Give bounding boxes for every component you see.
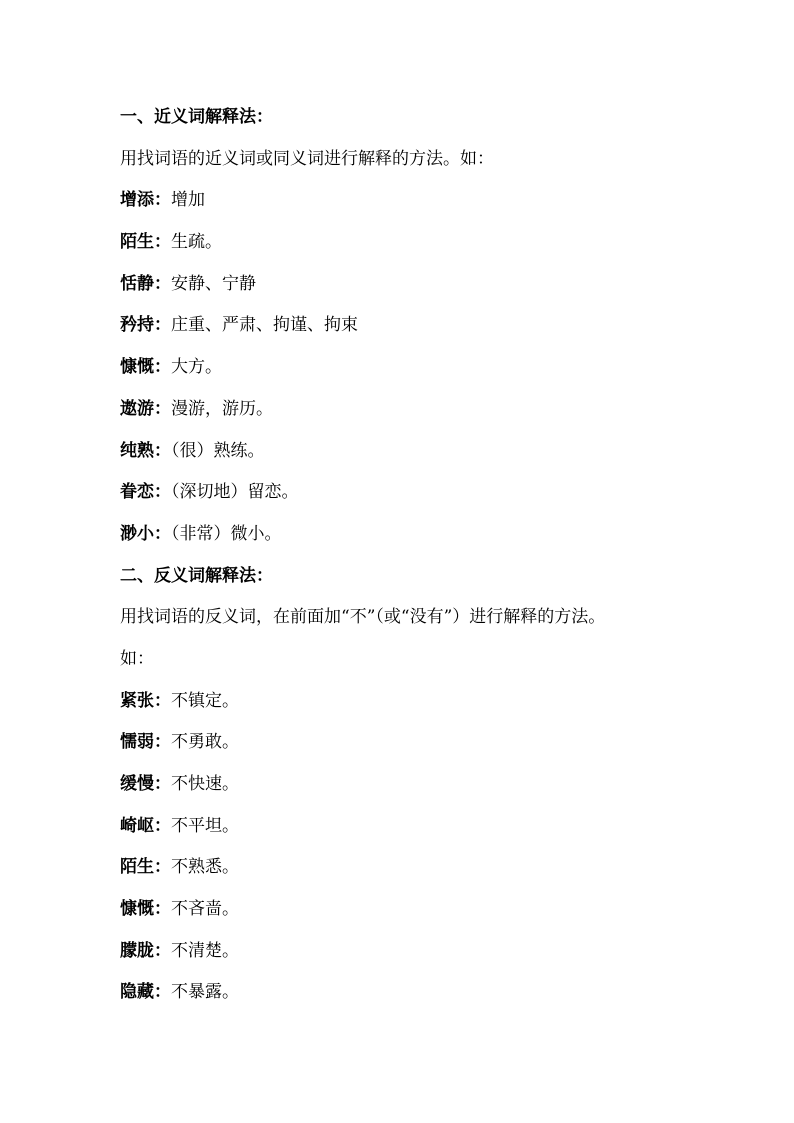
entry-definition: 生疏。 — [171, 232, 222, 253]
entry-definition: 不勇敢。 — [171, 732, 239, 753]
entry-colon: ： — [154, 190, 171, 211]
synonym-entry — [120, 438, 700, 480]
entry-colon: ： — [154, 398, 171, 419]
entry-definition: 增加 — [171, 190, 205, 211]
synonym-entry — [120, 521, 700, 563]
entry-term: 懦弱 — [120, 732, 154, 753]
section2-heading: 二、反义词解释法： — [120, 565, 273, 586]
entry-colon: ： — [154, 523, 171, 544]
synonym-entry — [120, 396, 700, 438]
antonym-entry — [120, 979, 700, 1021]
entry-definition: （非常）微小。 — [171, 523, 282, 544]
synonym-entry — [120, 187, 700, 229]
entry-term: 遨游 — [120, 398, 154, 419]
section2-description-line2: 如： — [120, 648, 154, 669]
entry-definition: （很）熟练。 — [171, 440, 265, 461]
entry-definition: 安静、宁静 — [171, 273, 256, 294]
entry-term: 矜持 — [120, 315, 154, 336]
entry-term: 陌生 — [120, 232, 154, 253]
entry-term: 恬静 — [120, 273, 154, 294]
antonym-entry — [120, 729, 700, 771]
entry-definition: 不暴露。 — [171, 982, 239, 1003]
entry-colon: ： — [154, 982, 171, 1003]
antonym-entry — [120, 896, 700, 938]
entry-term: 渺小 — [120, 523, 154, 544]
synonym-entry — [120, 271, 700, 313]
synonym-entry — [120, 229, 700, 271]
entry-term: 崎岖 — [120, 815, 154, 836]
document-body — [120, 104, 700, 1021]
section1-description: 用找词语的近义词或同义词进行解释的方法。如： — [120, 148, 494, 169]
entry-colon: ： — [154, 774, 171, 794]
entry-term: 紧张 — [120, 690, 154, 711]
entry-definition: 漫游，游历。 — [171, 398, 273, 419]
entry-definition: （深切地）留恋。 — [171, 482, 299, 503]
entry-definition: 不吝啬。 — [171, 899, 239, 920]
entry-colon: ： — [154, 815, 171, 836]
entry-colon: ： — [154, 273, 171, 294]
section1-heading: 一、近义词解释法： — [120, 107, 273, 127]
entry-colon: ： — [154, 440, 171, 461]
entry-definition: 不熟悉。 — [171, 857, 239, 878]
synonym-entry — [120, 479, 700, 521]
entry-definition: 大方。 — [171, 357, 222, 378]
entry-term: 慷慨 — [120, 899, 154, 920]
entry-term: 陌生 — [120, 857, 154, 878]
antonym-entry — [120, 854, 700, 896]
entry-term: 眷恋 — [120, 482, 154, 503]
entry-term: 增添 — [120, 190, 154, 211]
antonym-entry — [120, 688, 700, 730]
entry-term: 慷慨 — [120, 357, 154, 378]
entry-colon: ： — [154, 315, 171, 336]
entry-term: 缓慢 — [120, 774, 154, 794]
entry-colon: ： — [154, 857, 171, 878]
entry-definition: 不清楚。 — [171, 940, 239, 961]
entry-definition: 庄重、严肃、拘谨、拘束 — [171, 315, 358, 336]
entry-colon: ： — [154, 940, 171, 961]
antonym-entry — [120, 771, 700, 813]
entry-colon: ： — [154, 732, 171, 753]
entry-definition: 不快速。 — [171, 774, 239, 794]
antonym-entry — [120, 813, 700, 855]
entry-definition: 不平坦。 — [171, 815, 239, 836]
entry-colon: ： — [154, 482, 171, 503]
entry-colon: ： — [154, 232, 171, 253]
entry-term: 纯熟 — [120, 440, 154, 461]
entry-colon: ： — [154, 899, 171, 920]
synonym-entry — [120, 354, 700, 396]
entry-colon: ： — [154, 690, 171, 711]
entry-term: 朦胧 — [120, 940, 154, 961]
section2-description-line1: 用找词语的反义词，在前面加“不”（或“没有”）进行解释的方法。 — [120, 607, 606, 628]
synonym-entry — [120, 312, 700, 354]
entry-definition: 不镇定。 — [171, 690, 239, 711]
antonym-entry — [120, 938, 700, 980]
entry-term: 隐藏 — [120, 982, 154, 1003]
entry-colon: ： — [154, 357, 171, 378]
